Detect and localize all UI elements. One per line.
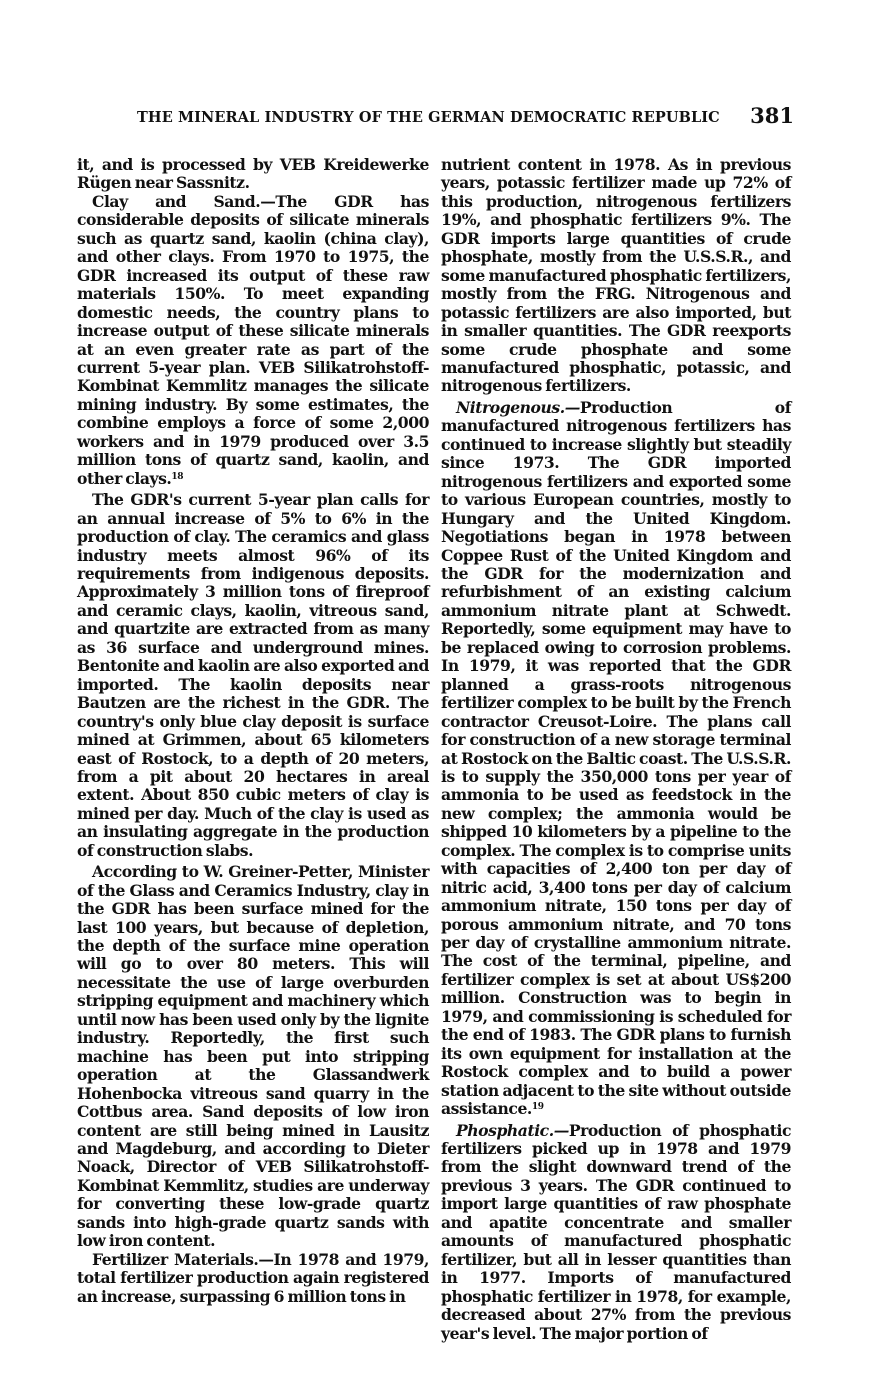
paragraph-text: it, and is processed by VEB Kreidewerke Rügen near Sassnitz. — [77, 155, 429, 193]
running-title: THE MINERAL INDUSTRY OF THE GERMAN DEMOCRATIC REPUBLIC — [137, 109, 720, 126]
paragraph-text: Production of phosphatic fertilizers picked up in 1978 and 1979 from the slight downward trend of the previous 3 years. The GDR continued to import large quantities of raw phosphate and apatite concentrate and smaller amounts of manufactured phosphatic fertilizer, but all in lesser quantities than in 1977. Imports of manufactured phosphatic fertilizer in 1978, for example, decreased about 27% from the previous year's level. The major portion of — [441, 1120, 791, 1343]
section-fertilizer-materials — [77, 1251, 429, 1306]
paragraph — [77, 863, 429, 1251]
section-phosphatic — [441, 1122, 791, 1343]
section-heading: Clay and Sand.— — [92, 191, 276, 211]
page-number: 381 — [750, 103, 794, 128]
right-column — [441, 156, 791, 1343]
section-nitrogenous — [441, 399, 791, 1119]
left-column — [77, 156, 429, 1306]
paragraph-text: According to W. Greiner-Petter, Minister of the Glass and Ceramics Industry, clay in the GDR has been surface mined for the last 100 years, but because of depletion, the depth of the surface mine operation will go to over 80 meters. This will necessitate the use of large overburden stripping equipment and machinery which until now has been used only by the lignite industry. Reportedly, the first such machine has been put into stripping operation at the Glassandwerk Hohenbocka vitreous sand quarry in the Cottbus area. Sand deposits of low iron content are still being mined in Lausitz and Magdeburg, and according to Dieter Noack, Director of VEB Silikatrohstoff-Kombinat Kemmlitz, studies are underway for converting these low-grade quartz sands into high-grade quartz sands with low iron content. — [77, 862, 429, 1251]
paragraph-text: nutrient content in 1978. As in previous years, potassic fertilizer made up 72% of this production, nitrogenous fertilizers 19%, and phosphatic fertilizers 9%. The GDR imports large quantities of crude phosphate, mostly from the U.S.S.R., and some manufactured phosphatic fertilizers, mostly from the FRG. Nitrogenous and potassic fertilizers are also imported, but in smaller quantities. The GDR reexports some crude phosphate and some manufactured phosphatic, potassic, and nitrogenous fertilizers. — [441, 155, 791, 396]
paragraph-text: In 1978 and 1979, total fertilizer production again registered an increase, surpassing 6 million tons in — [77, 1249, 430, 1306]
paragraph-text: Production of manufactured nitrogenous fertilizers has continued to increase slightly but steadily since 1973. The GDR imported nitrogenous fertilizers and exported some to various European countries, mostly to Hungary and the United Kingdom. Negotiations began in 1978 between Coppee Rust of the United Kingdom and the GDR for the modernization and refurbishment of an existing calcium ammonium nitrate plant at Schwedt. Reportedly, some equipment may have to be replaced owing to corrosion problems. In 1979, it was reported that the GDR planned a grass-roots nitrogenous fertilizer complex to be built by the French contractor Creusot-Loire. The plans call for construction of a new storage terminal at Rostock on the Baltic coast. The U.S.S.R. is to supply the 350,000 tons per year of ammonia to be used as feedstock in the new complex; the ammonia would be shipped 10 kilometers by a pipeline to the complex. The complex is to comprise units with capacities of 2,400 ton per day of nitric acid, 3,400 tons per day of calcium ammonium nitrate, 150 tons per day of porous ammonium nitrate, and 70 tons per day of crystalline ammonium nitrate. The cost of the terminal, pipeline, and fertilizer complex is set at about US$200 million. Construction was to begin in 1979, and commissioning is scheduled for the end of 1983. The GDR plans to furnish its own equipment for installation at the Rostock complex and to build a power station adjacent to the site without outside assistance. — [441, 397, 791, 1119]
section-clay-and-sand — [77, 193, 429, 488]
paragraph — [77, 156, 429, 193]
paragraph — [77, 491, 429, 860]
paragraph-text: The GDR has considerable deposits of silicate minerals such as quartz sand, kaolin (china clay), and other clays. From 1970 to 1975, the GDR increased its output of these raw materials 150%. To meet expanding domestic needs, the country plans to increase output of these silicate minerals at an even greater rate as part of the current 5-year plan. VEB Silikatrohstoff-Kombinat Kemmlitz manages the silicate mining industry. By some estimates, the combine employs a force of some 2,000 workers and in 1979 produced over 3.5 million tons of quartz sand, kaolin, and other clays. — [77, 191, 429, 488]
running-header — [80, 103, 794, 135]
section-heading: Fertilizer Materials.— — [92, 1249, 274, 1269]
footnote-ref: 18 — [171, 471, 184, 482]
paragraph — [441, 156, 791, 396]
paragraph-text: The GDR's current 5-year plan calls for an annual increase of 5% to 6% in the production of clay. The ceramics and glass industry meets almost 96% of its requirements from indigenous deposits. Approximately 3 million tons of fireproof and ceramic clays, kaolin, vitreous sand, and quartzite are extracted from as many as 36 surface and underground mines. Bentonite and kaolin are also exported and imported. The kaolin deposits near Bautzen are the richest in the GDR. The country's only blue clay deposit is surface mined at Grimmen, about 65 kilometers east of Rostock, to a depth of 20 meters, from a pit about 20 hectares in areal extent. About 850 cubic meters of clay is mined per day. Much of the clay is used as an insulating aggregate in the production of construction slabs. — [77, 490, 429, 860]
section-heading: Nitrogenous.— — [456, 397, 580, 417]
section-heading: Phosphatic.— — [456, 1120, 569, 1140]
footnote-ref: 19 — [531, 1102, 544, 1113]
